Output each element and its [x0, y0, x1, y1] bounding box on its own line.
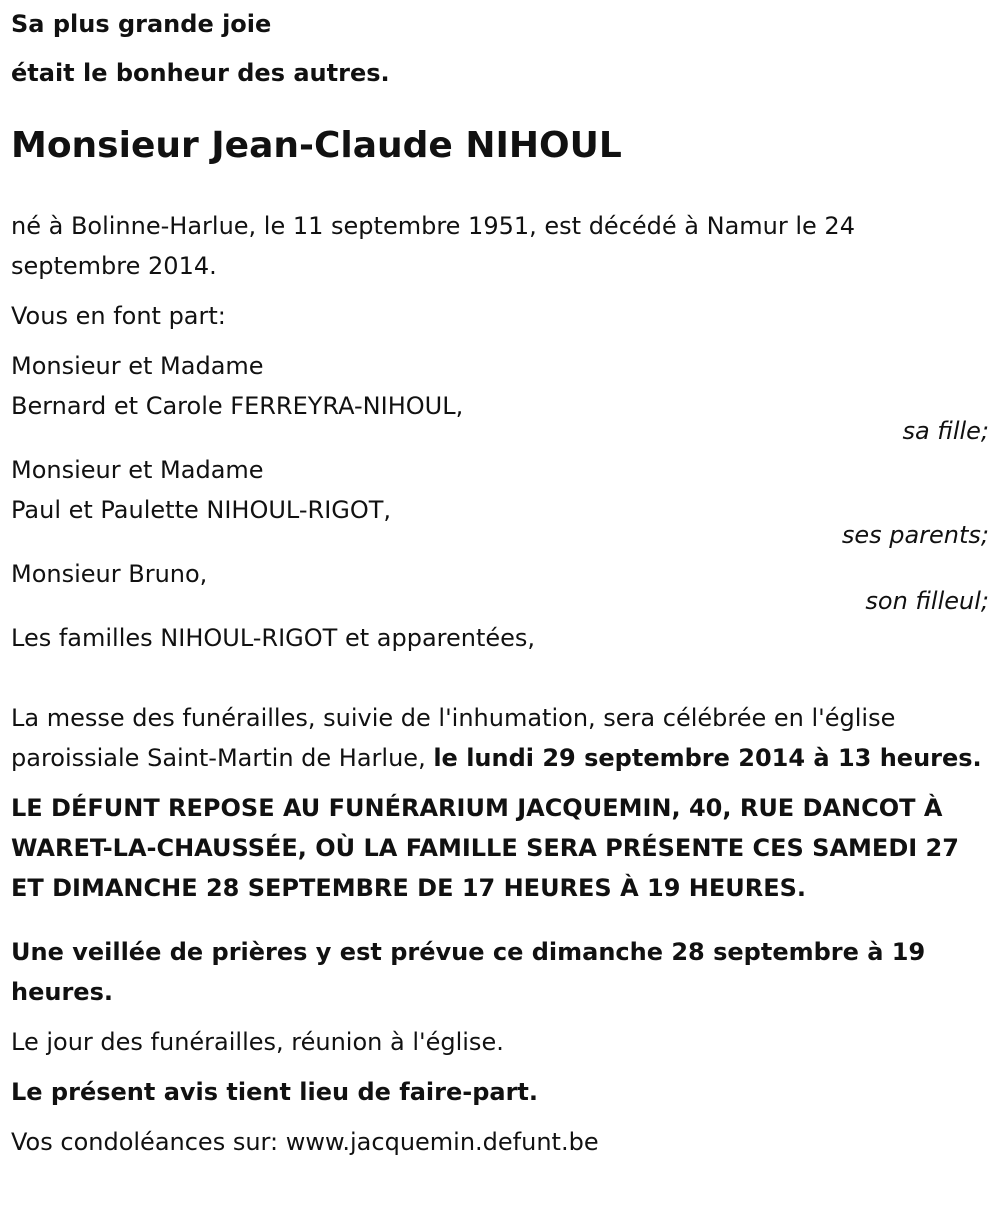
deceased-name: Monsieur Jean-Claude NIHOUL — [11, 125, 622, 166]
relative-names: Monsieur Bruno, — [11, 560, 208, 588]
funeral-mass-info — [11, 698, 990, 778]
epigraph-line-1: Sa plus grande joie — [11, 10, 272, 38]
announce-label: Vous en font part: — [11, 302, 226, 330]
relative-role: sa fille; — [902, 417, 989, 445]
relative-role: son filleul; — [865, 587, 989, 615]
epigraph-line-2: était le bonheur des autres. — [11, 59, 390, 87]
relative-entry — [11, 346, 990, 445]
relative-names: Paul et Paulette NIHOUL-RIGOT, — [11, 496, 392, 524]
relative-names: Bernard et Carole FERREYRA-NIHOUL, — [11, 392, 464, 420]
relative-entry — [11, 554, 990, 615]
funeral-mass-date: le lundi 29 septembre 2014 à 13 heures. — [433, 744, 982, 772]
families-line: Les familles NIHOUL-RIGOT et apparentées, — [11, 624, 536, 652]
funerarium-info: LE DÉFUNT REPOSE AU FUNÉRARIUM JACQUEMIN, 40, RUE DANCOT À WARET-LA-CHAUSSÉE, OÙ LA FAMILLE SERA PRÉSENTE CES SAMEDI 27 ET DIMANCHE 28 SEPTEMBRE DE 17 HEURES À 19 HEURES. — [11, 794, 959, 902]
notice-line: Le présent avis tient lieu de faire-part. — [11, 1078, 539, 1106]
relative-title: Monsieur et Madame — [11, 352, 264, 380]
vigil-info: Une veillée de prières y est prévue ce dimanche 28 septembre à 19 heures. — [11, 938, 926, 1006]
funeral-mass-text: La messe des funérailles, suivie de l'inhumation, sera célébrée en l'église paroissiale Saint-Martin de Harlue, — [11, 704, 896, 772]
relative-title: Monsieur et Madame — [11, 456, 264, 484]
relative-role: ses parents; — [841, 521, 989, 549]
meeting-info: Le jour des funérailles, réunion à l'église. — [11, 1028, 504, 1056]
birth-death-statement: né à Bolinne-Harlue, le 11 septembre 1951, est décédé à Namur le 24 septembre 2014. — [11, 212, 855, 280]
relative-entry — [11, 450, 990, 549]
condolences-line: Vos condoléances sur: www.jacquemin.defunt.be — [11, 1128, 599, 1156]
epigraph — [11, 0, 990, 98]
